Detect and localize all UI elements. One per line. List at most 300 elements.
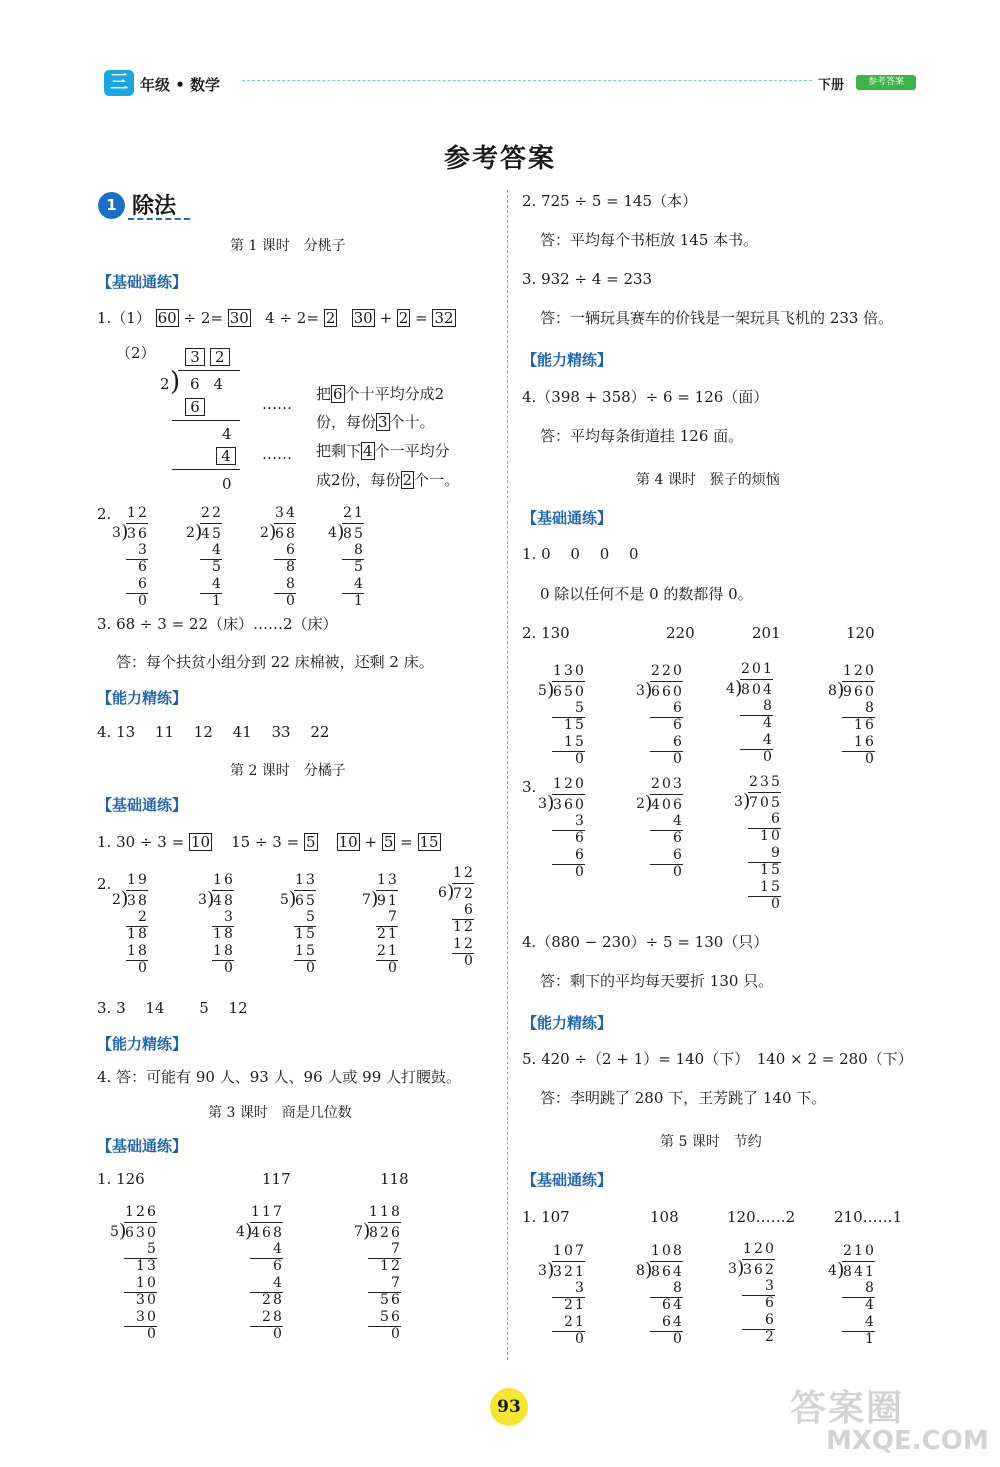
answer-box: 30 [353,309,373,327]
division-bracket: ) [645,679,653,701]
division-step [742,1296,775,1313]
division-step [552,814,585,831]
long-division [636,663,683,769]
text: 个一平均分 [374,442,450,460]
step-digit: 4 [763,732,772,748]
step-digit: 6 [673,847,682,863]
division-step [126,961,148,978]
division-step [650,814,683,831]
quotient-digit: 0 [752,661,761,677]
step-digit: 8 [138,926,147,942]
quotient-digit: 2 [662,663,671,679]
quotient [552,664,585,681]
step-digit: 8 [224,926,233,942]
division-step [740,750,773,767]
step-digit: 2 [377,926,386,942]
divisor: 3 [538,1263,547,1279]
big-rem1: 4 [222,425,232,443]
long-division [438,865,474,971]
divisor: 2 [636,796,645,812]
division-step [274,577,296,594]
quotient-digit: 9 [138,872,147,888]
step-digit: 5 [575,700,584,716]
step-digit: 1 [854,734,863,750]
division-step [742,1279,775,1296]
division-step [842,1315,875,1332]
division-step [748,863,781,880]
division-step [748,897,781,914]
division-step [250,1327,283,1344]
quotient-digit: 0 [765,1241,774,1257]
quotient-digit: 0 [564,1243,573,1259]
digit: 6 [190,375,214,393]
l1-q1-prefix: 1.（1） [97,309,151,327]
dividend-row [728,1257,775,1279]
step-digit: 5 [771,862,780,878]
step-digit: 2 [765,1329,774,1345]
dividend-digit: 3 [127,525,136,542]
text: 个一。 [414,471,460,489]
dividend-digit: 9 [377,892,386,909]
long-division [734,774,781,914]
quotient [342,506,364,523]
division-bracket: ) [737,1257,745,1279]
division-step [552,1332,585,1349]
long-division [828,663,875,769]
step-digit: 3 [138,542,147,558]
quotient-digit: 3 [275,505,284,521]
step-digit: 7 [391,1275,400,1291]
dividend-digit: 3 [127,892,136,909]
dividend-digit: 6 [662,1263,671,1280]
step-digit: 4 [354,576,363,592]
dividend-row [112,888,148,910]
watermark-url: MXQE.COM [826,1426,989,1456]
quotient-digit: 2 [854,663,863,679]
step-digit: 8 [286,559,295,575]
step-digit: 0 [138,960,147,976]
lesson-3-title: 第 3 课时 商是几位数 [208,1105,352,1121]
step-digit: 5 [380,1292,389,1308]
dividend-digit: 4 [651,796,660,813]
division-step [368,1259,401,1276]
l3-q1-ans2: 117 [262,1170,291,1188]
division-step [552,831,585,848]
step-digit: 3 [136,1309,145,1325]
divisor: 2 [260,525,269,541]
step-digit: 0 [771,828,780,844]
step-digit: 6 [391,1309,400,1325]
quotient-digit: 2 [136,1204,145,1220]
step-digit: 1 [295,926,304,942]
step-digit: 1 [127,943,136,959]
divisor: 8 [636,1263,645,1279]
l2-q3: 3. 3 14 5 12 [97,999,248,1017]
l3-q3-answer: 答：一辆玩具赛车的价钱是一架玩具飞机的 233 倍。 [540,309,894,327]
step-digit: 1 [388,943,397,959]
text: + [364,833,378,851]
step-digit: 5 [575,734,584,750]
text: 个十。 [389,413,435,431]
quotient-digit: 6 [147,1204,156,1220]
section-ability-3: 【能力精练】 [522,351,613,369]
quotient-digit: 3 [760,774,769,790]
l1-q1-2-label: （2） [116,344,156,362]
division-step [748,812,781,829]
step-digit: 0 [147,1292,156,1308]
division-step [368,1310,401,1327]
step-digit: 4 [273,1275,282,1291]
division-bracket: ) [547,792,555,814]
step-digit: 0 [306,960,315,976]
dividend-digit: 5 [306,892,315,909]
step-digit: 3 [765,1278,774,1294]
division-bracket: ) [371,888,379,910]
division-step [452,903,474,920]
answer-box: 32 [434,309,454,327]
division-step [212,944,234,961]
quotient [212,873,234,890]
division-bracket: ) [447,881,455,903]
division-step [274,594,296,611]
quotient-digit: 1 [127,505,136,521]
division-step [552,1298,585,1315]
grade-icon: 三 [104,70,134,96]
dividend-row [362,888,398,910]
division-step [250,1259,283,1276]
step-digit: 7 [391,1241,400,1257]
step-digit: 4 [865,1314,874,1330]
quotient-digit: 1 [127,872,136,888]
dividend-row [636,792,683,814]
division-bracket: ) [743,790,751,812]
dots: …… [262,445,292,463]
step-digit: 0 [147,1275,156,1291]
dividend-digit: 1 [575,1263,584,1280]
long-division [538,776,585,882]
step-digit: 1 [760,879,769,895]
answer-box: 2 [398,309,409,327]
division-step [842,718,875,735]
dividend-digit: 5 [771,794,780,811]
divisor: 2 [112,892,121,908]
division-step [650,1298,683,1315]
step-digit: 6 [673,700,682,716]
quotient-digit: 2 [843,1243,852,1259]
step-digit: 1 [136,1258,145,1274]
section-ability-4: 【能力精练】 [522,1014,613,1032]
divisor: 5 [280,892,289,908]
step-digit: 7 [388,909,397,925]
quotient [376,873,398,890]
dividend-digit: 0 [575,683,584,700]
step-digit: 8 [673,1280,682,1296]
division-step [294,910,316,927]
divisor: 3 [538,796,547,812]
dividend-digit: 4 [251,1224,260,1241]
divisor: 2 [186,525,195,541]
answer-box: 6 [333,385,343,403]
division-step [842,701,875,718]
dividend-digit: 6 [262,1224,271,1241]
quotient-digit: 1 [380,1204,389,1220]
step-digit: 1 [760,862,769,878]
page-number: 93 [490,1388,528,1426]
dividend-row [538,1259,585,1281]
l1-q3: 3. 68 ÷ 3 = 22（床）……2（床） [97,615,338,633]
quotient-digit: 0 [575,776,584,792]
division-step [294,944,316,961]
l2-q4: 4. 答：可能有 90 人、93 人、96 人或 99 人打腰鼓。 [97,1068,462,1086]
divisor: 3 [198,892,207,908]
step-digit: 6 [138,559,147,575]
step-digit: 6 [273,1258,282,1274]
quotient [650,777,683,794]
division-line [172,469,240,470]
quotient-digit: 2 [564,776,573,792]
step-digit: 5 [380,1309,389,1325]
step-digit: 0 [388,960,397,976]
quotient-digit: 1 [453,865,462,881]
step-digit: 1 [388,926,397,942]
text: 份，每份 [316,413,377,431]
dividend-digit: 7 [749,794,758,811]
answer-box: 2 [402,471,413,489]
dividend-digit: 8 [651,1263,660,1280]
l5-q1-ans3: 120……2 [727,1208,796,1226]
long-division [636,1243,683,1349]
step-digit: 5 [306,943,315,959]
step-digit: 3 [136,1292,145,1308]
step-digit: 6 [391,1292,400,1308]
quotient-digit: 4 [286,505,295,521]
l4-q2: 2. 130 [522,624,570,642]
division-step [342,560,364,577]
division-step [376,927,398,944]
big-dividend [190,377,237,392]
division-step [842,1298,875,1315]
dividend-digit: 0 [673,683,682,700]
step-digit: 5 [147,1241,156,1257]
division-step [124,1327,157,1344]
divisor: 3 [636,683,645,699]
division-bracket: ) [547,1259,555,1281]
step-digit: 4 [673,1314,682,1330]
header-divider [242,80,812,81]
big-quotient [185,348,230,366]
big-rem2: 0 [222,475,232,493]
division-step [342,577,364,594]
text: = [400,833,413,851]
step-digit: 6 [662,1297,671,1313]
division-step [126,927,148,944]
divisor: 8 [828,683,837,699]
long-division [828,1243,875,1349]
quotient [748,775,781,792]
dividend-row [186,521,222,543]
long-division [538,663,585,769]
l2-q2-label: 2. [97,875,112,893]
division-bracket: ) [645,1259,653,1281]
division-bracket: ) [837,1259,845,1281]
step-digit: 0 [273,1326,282,1342]
division-bracket: ) [269,521,277,543]
step-digit: 2 [262,1309,271,1325]
dividend-row [260,521,296,543]
division-step [650,1332,683,1349]
step-digit: 6 [673,717,682,733]
division-step [842,1332,875,1349]
quotient-digit: 6 [224,872,233,888]
step-digit: 1 [213,943,222,959]
division-bracket: ) [119,1220,127,1242]
dividend-row [438,881,474,903]
quotient-digit: 3 [388,872,397,888]
division-step [650,701,683,718]
division-bracket: ) [645,792,653,814]
section-basic-4: 【基础通练】 [522,509,613,527]
divisor: 3 [112,525,121,541]
digit: 4 [213,375,238,393]
dividend-digit: 6 [564,796,573,813]
division-step [552,718,585,735]
step-digit: 1 [564,734,573,750]
quotient-digit: 2 [651,776,660,792]
division-step [274,560,296,577]
dividend-digit: 4 [673,1263,682,1280]
quotient [124,1205,157,1222]
step-digit: 6 [138,576,147,592]
dividend-digit: 6 [295,892,304,909]
dividend-digit: 6 [662,683,671,700]
step-digit: 6 [662,1314,671,1330]
answer-box: 5 [305,833,316,851]
quotient-digit: 1 [295,872,304,888]
step-digit: 3 [224,909,233,925]
dividend-digit: 2 [564,1263,573,1280]
divisor: 4 [236,1224,245,1240]
step-digit: 2 [138,909,147,925]
division-step [200,577,222,594]
page-title: 参考答案 [443,144,556,174]
step-digit: 8 [865,1280,874,1296]
explain-line-4 [316,471,459,489]
step-digit: 6 [765,1312,774,1328]
dividend-row [236,1220,283,1242]
lesson-4-title: 第 4 课时 猴子的烦恼 [636,472,780,488]
quotient-digit: 2 [343,505,352,521]
l5-q1: 1. 107 [522,1208,570,1226]
division-step [452,954,474,971]
division-step [250,1276,283,1293]
division-step [552,848,585,865]
dividend-digit: 0 [760,794,769,811]
dividend-digit: 6 [754,1261,763,1278]
step-digit: 2 [464,919,473,935]
divisor: 7 [354,1224,363,1240]
long-division [354,1204,401,1344]
l3-q1: 1. 126 [97,1170,145,1188]
section-ability-1: 【能力精练】 [97,689,188,707]
step-digit: 8 [273,1292,282,1308]
step-digit: 0 [865,751,874,767]
division-step [212,927,234,944]
step-digit: 5 [354,559,363,575]
division-step [342,543,364,560]
division-bar [178,370,240,371]
division-step [250,1293,283,1310]
quotient-digit: 1 [377,872,386,888]
quotient-digit: 1 [125,1204,134,1220]
step-digit: 1 [865,1331,874,1347]
dividend-digit: 6 [391,1224,400,1241]
division-step [126,560,148,577]
dividend-digit: 3 [743,1261,752,1278]
division-step [748,880,781,897]
dividend-row [828,679,875,701]
dividend-digit: 7 [453,885,462,902]
quotient-digit: 1 [651,1243,660,1259]
step-digit: 1 [575,1297,584,1313]
answer-box: 2 [325,309,336,327]
division-step [126,910,148,927]
step-digit: 8 [286,576,295,592]
step-digit: 6 [575,830,584,846]
dividend-row [636,679,683,701]
answer-box: 3 [185,348,205,366]
lesson-1-title: 第 1 课时 分桃子 [230,238,346,254]
long-division [236,1204,283,1344]
step-digit: 5 [212,559,221,575]
quotient-digit: 7 [273,1204,282,1220]
explain-line-2 [316,413,435,431]
long-division [280,872,316,978]
text: 个十平均分成2 [344,385,445,403]
dividend-row [280,888,316,910]
division-step [740,716,773,733]
step-digit: 2 [377,943,386,959]
division-step [742,1330,775,1347]
long-division [198,872,234,978]
quotient [294,873,316,890]
dividend-row [538,679,585,701]
division-step [124,1293,157,1310]
answer-box: 4 [363,442,373,460]
dividend-row [636,1259,683,1281]
quotient-digit: 3 [564,663,573,679]
division-step [212,910,234,927]
dividend-digit: 0 [575,796,584,813]
explain-line-3 [316,442,450,460]
long-division [362,872,398,978]
dividend-digit: 6 [651,683,660,700]
dividend-digit: 6 [138,525,147,542]
division-step [200,543,222,560]
text: 15 ÷ 3 = [231,833,300,851]
divisor: 4 [726,681,735,697]
quotient-digit: 1 [553,776,562,792]
l4-q4-answer: 答：剩下的平均每天要折 130 只。 [540,972,774,990]
division-step [124,1259,157,1276]
long-division [538,1243,585,1349]
division-step [552,1281,585,1298]
step-digit: 0 [673,1331,682,1347]
step-digit: 1 [453,919,462,935]
step-digit: 4 [273,1241,282,1257]
text: 把剩下 [316,442,362,460]
step-digit: 4 [212,542,221,558]
division-line [172,420,240,421]
